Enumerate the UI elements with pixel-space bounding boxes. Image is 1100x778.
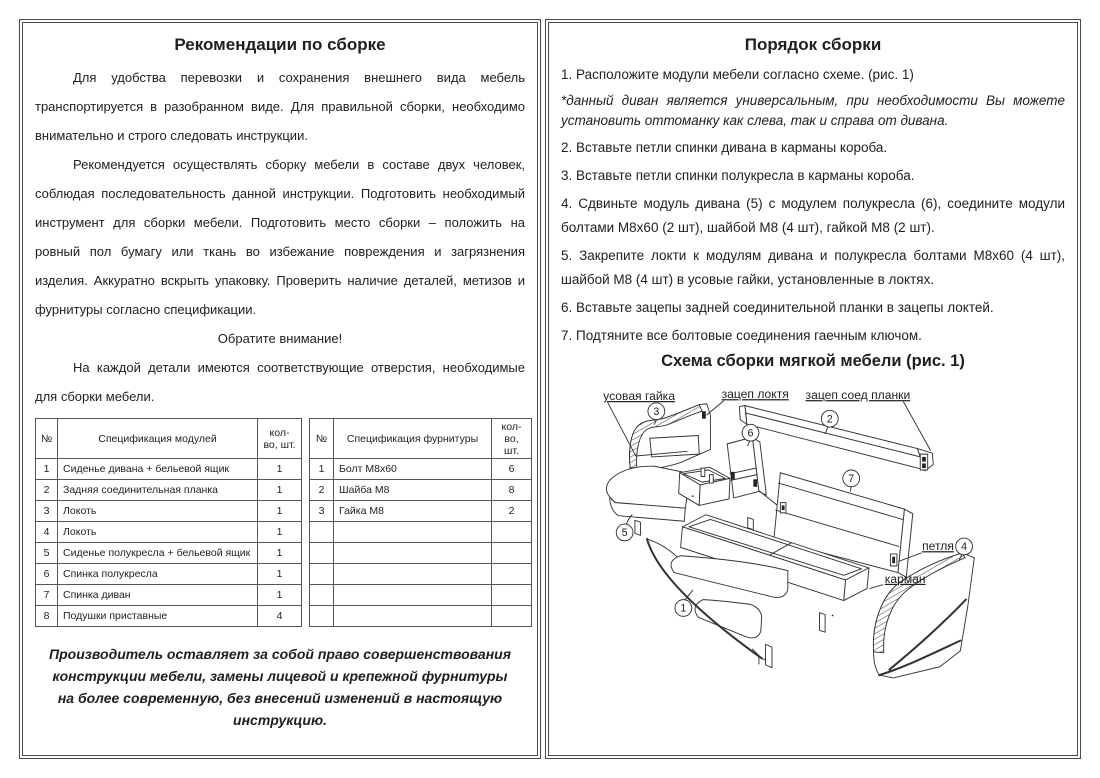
table-cell	[310, 585, 334, 606]
page-title-right: Порядок сборки	[744, 35, 882, 54]
label-zacep-planki: зацеп соед планки	[805, 388, 911, 403]
table-cell: 1	[258, 522, 302, 543]
table-cell: 6	[492, 459, 532, 480]
table-gap	[302, 543, 310, 564]
table-cell	[310, 522, 334, 543]
table-cell: Гайка М8	[334, 501, 492, 522]
table-cell: 6	[36, 564, 58, 585]
universal-note: *данный диван является универсальным, при необходимости Вы можете установить оттоманку как слева, так и справа от дивана.	[561, 93, 1065, 128]
step-3: 3. Вставьте петли спинки полукресла в карманы короба.	[561, 168, 915, 183]
table-gap	[302, 606, 310, 627]
table-cell: 1	[258, 480, 302, 501]
part-number-2: 2	[826, 413, 833, 426]
table-cell	[492, 564, 532, 585]
table-cell	[310, 606, 334, 627]
table-cell: 2	[492, 501, 532, 522]
page-title-left: Рекомендации по сборке	[174, 35, 386, 54]
attention-heading: Обратите внимание!	[217, 331, 343, 346]
table-row	[36, 501, 532, 522]
table-row	[36, 522, 532, 543]
plank-hook-marker	[922, 463, 926, 468]
table-cell: Подушки приставные	[58, 606, 258, 627]
paragraph-transport: Для удобства перевозки и сохранения внешнего вида мебель транспортируется в разобранном виде. Для правильной сборки, необходимо внимательно и строго следовать инструкции.	[35, 70, 525, 143]
step-5: 5. Закрепите локти к модулям дивана и полукресла болтами М8х60 (4 шт), шайбой М8 (4 шт) в усовые гайки, установленные в локтях.	[561, 248, 1065, 287]
table-cell: 3	[310, 501, 334, 522]
step-1: 1. Расположите модули мебели согласно схеме. (рис. 1)	[561, 67, 914, 82]
table-cell: 1	[258, 543, 302, 564]
table-gap	[302, 585, 310, 606]
table-cell	[334, 585, 492, 606]
table-cell: Шайба М8	[334, 480, 492, 501]
table-row	[36, 585, 532, 606]
part-number-6: 6	[747, 427, 754, 440]
table-row	[36, 459, 532, 480]
table-header-row	[36, 419, 532, 459]
table-cell: 7	[36, 585, 58, 606]
label-usovaya-gaika: усовая гайка	[603, 389, 675, 404]
table-cell	[492, 585, 532, 606]
page-right	[545, 19, 1081, 759]
table-cell	[334, 543, 492, 564]
table-row	[36, 606, 532, 627]
part-number-7: 7	[848, 473, 855, 486]
table-cell: Локоть	[58, 501, 258, 522]
table-cell	[492, 543, 532, 564]
header-cell: №	[36, 419, 58, 459]
step-2: 2. Вставьте петли спинки дивана в карманы короба.	[561, 140, 888, 155]
table-gap	[302, 564, 310, 585]
table-cell: 1	[258, 585, 302, 606]
table-row	[36, 564, 532, 585]
table-cell: 1	[258, 501, 302, 522]
label-karman: карман	[884, 571, 926, 586]
page-left	[19, 19, 541, 759]
table-cell	[334, 564, 492, 585]
label-petlya: петля	[922, 539, 954, 554]
table-gap	[302, 501, 310, 522]
halfchair-back-part6	[727, 437, 782, 509]
specification-table	[35, 418, 532, 627]
part-number-5: 5	[621, 527, 628, 540]
table-cell: 2	[36, 480, 58, 501]
manufacturer-note: Производитель оставляет за собой право совершенствования конструкции мебели, замены лицевой и крепежной фурнитуры на более современную, без внесений изменений в настоящую инструкцию.	[49, 646, 511, 728]
table-cell: 4	[258, 606, 302, 627]
table-cell: Спинка полукресла	[58, 564, 258, 585]
table-cell: 4	[36, 522, 58, 543]
table-cell: Задняя соединительная планка	[58, 480, 258, 501]
table-cell: 2	[310, 480, 334, 501]
table-cell: 8	[36, 606, 58, 627]
table-row	[36, 480, 532, 501]
table-cell: Болт М8х60	[334, 459, 492, 480]
header-cell: кол-во, шт.	[492, 419, 532, 459]
table-cell: Спинка диван	[58, 585, 258, 606]
paragraph-holes: На каждой детали имеются соответствующие отверстия, необходимые для сборки мебели.	[35, 360, 525, 404]
assembly-scheme-figure	[561, 373, 1065, 746]
paragraph-assembly: Рекомендуется осуществлять сборку мебели в составе двух человек, соблюдая последовательность данной инструкции. Подготовить необходимый инструмент для сборки мебели. Подготовить место сборки – положить на ровный пол бумагу или ткань во избежание повреждения и загрязнения изделия. Аккуратно вскрыть упаковку. Проверить наличие деталей, метизов и фурнитуры согласно спецификации.	[35, 157, 525, 317]
header-cell: Спецификация модулей	[58, 419, 258, 459]
table-gap	[302, 480, 310, 501]
table-cell	[334, 522, 492, 543]
table-cell: Сиденье полукресла + бельевой ящик	[58, 543, 258, 564]
step-6: 6. Вставьте зацепы задней соединительной планки в зацепы локтей.	[561, 300, 994, 315]
header-cell: кол-во, шт.	[258, 419, 302, 459]
table-cell	[492, 606, 532, 627]
header-cell: №	[310, 419, 334, 459]
table-cell: 1	[258, 459, 302, 480]
table-cell: 8	[492, 480, 532, 501]
table-gap	[302, 419, 310, 459]
table-cell	[310, 564, 334, 585]
part-number-1: 1	[680, 602, 687, 615]
table-cell: Сиденье дивана + бельевой ящик	[58, 459, 258, 480]
header-cell: Спецификация фурнитуры	[334, 419, 492, 459]
elbow-hook-marker	[702, 411, 706, 418]
table-cell: 1	[310, 459, 334, 480]
table-cell: 5	[36, 543, 58, 564]
figure-title: Схема сборки мягкой мебели (рис. 1)	[661, 352, 965, 370]
plank-hook-marker	[922, 457, 926, 462]
part-number-4: 4	[961, 541, 968, 554]
table-row	[36, 543, 532, 564]
table-cell	[492, 522, 532, 543]
table-cell: 1	[258, 564, 302, 585]
label-zacep-loktya: зацеп локтя	[721, 387, 789, 402]
part-number-3: 3	[653, 405, 660, 418]
table-cell: Локоть	[58, 522, 258, 543]
table-gap	[302, 522, 310, 543]
table-cell: 3	[36, 501, 58, 522]
step-4: 4. Сдвиньте модуль дивана (5) с модулем полукресла (6), соедините модули болтами М8х60 (2 шт), шайбой М8 (4 шт), гайкой М8 (2 шт).	[561, 196, 1065, 235]
step-7: 7. Подтяните все болтовые соединения гаечным ключом.	[561, 328, 922, 343]
table-cell	[334, 606, 492, 627]
table-gap	[302, 459, 310, 480]
table-cell: 1	[36, 459, 58, 480]
table-cell	[310, 543, 334, 564]
